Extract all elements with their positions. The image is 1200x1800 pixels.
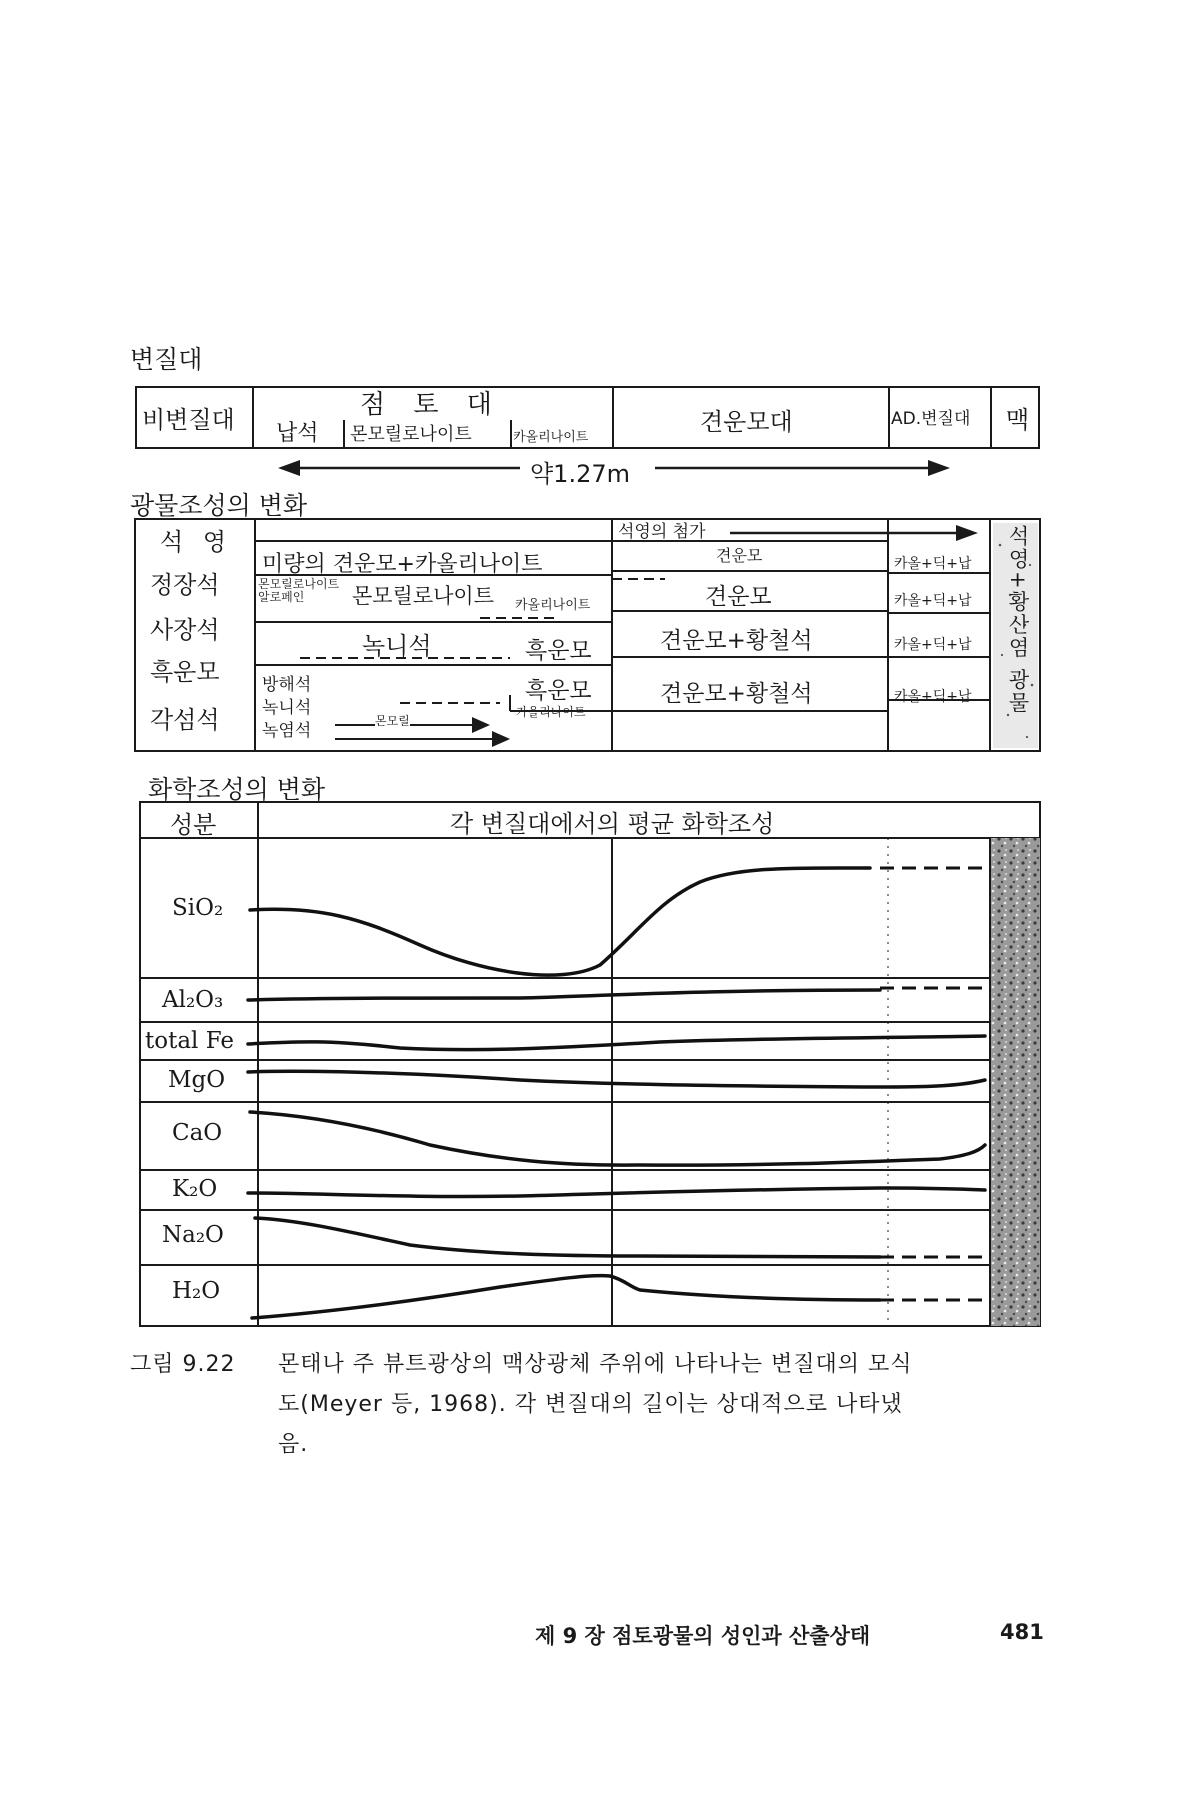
label-calcite: 방해석: [262, 675, 312, 695]
chem-label-al2o3: Al₂O₃: [162, 987, 224, 1013]
label-epidote: 녹염석: [262, 721, 312, 741]
zones-section-title: 변질대: [130, 345, 203, 374]
chem-label-sio2: SiO₂: [172, 895, 224, 921]
mineral-quartz: 석 영: [160, 528, 232, 556]
distance-label: 약1.27m: [530, 460, 631, 488]
figure-caption-line-2: 도(Meyer 등, 1968). 각 변질대의 길이는 상대적으로 나타냈: [278, 1392, 903, 1417]
label-kaol-dick-nac-2: 카올+딕+납: [894, 593, 972, 609]
zone-unaltered: 비변질대: [142, 406, 235, 434]
label-kaol-dick-nac-1: 카올+딕+납: [894, 556, 972, 572]
label-mont-short: 몬모릴: [375, 714, 410, 728]
zone-clay: 점 토 대: [360, 390, 502, 420]
zone-pyrophyllite: 납석: [276, 421, 319, 446]
mineral-biotite: 흑운모: [150, 658, 220, 686]
chem-label-h2o: H₂O: [172, 1278, 221, 1304]
label-kaol-dick-nac-4: 카올+딕+납: [894, 689, 972, 705]
chem-label-na2o: Na₂O: [162, 1222, 224, 1248]
label-chlorite: 녹니석: [362, 632, 432, 660]
label-silica-addition: 석영의 첨가: [618, 522, 706, 542]
label-biotite-b: 흑운모: [525, 678, 592, 704]
mineral-orthoclase: 정장석: [150, 571, 220, 599]
label-sericite-b: 견운모: [705, 584, 772, 610]
figure-caption-line-1: 몬태나 주 뷰트광상의 맥상광체 주위에 나타나는 변질대의 모식: [278, 1352, 913, 1377]
label-vein-minerals: 석영+황산염 광물: [1006, 525, 1030, 715]
zone-ad-altered: AD.변질대: [891, 409, 971, 429]
chem-col-header-component: 성분: [170, 811, 217, 839]
mineral-section-title: 광물조성의 변화: [130, 491, 307, 520]
running-footer-chapter: 제 9 장 점토광물의 성인과 산출상태: [535, 1624, 871, 1648]
label-trace-sericite-kaolinite: 미량의 견운모+카올리나이트: [262, 552, 543, 577]
label-sericite-pyrite-a: 견운모+황철석: [660, 628, 813, 654]
label-montmorillonite: 몬모릴로나이트: [352, 584, 495, 608]
chem-label-total-fe: total Fe: [145, 1028, 235, 1054]
label-kaolinite-a: 카올리나이트: [515, 598, 591, 613]
label-sericite-pyrite-b: 견운모+황철석: [660, 681, 813, 707]
label-biotite-a: 흑운모: [525, 638, 592, 664]
label-mont-allophane: 몬모릴로나이트 알로페인: [258, 577, 340, 604]
mineral-plagioclase: 사장석: [150, 616, 220, 644]
label-chlorite-b: 녹니석: [262, 698, 312, 718]
chem-label-k2o: K₂O: [172, 1176, 218, 1202]
mineral-hornblende: 각섬석: [150, 706, 220, 734]
label-sericite-a: 견운모: [716, 546, 763, 565]
chem-section-title: 화학조성의 변화: [148, 775, 325, 804]
figure-caption-label: 그림 9.22: [130, 1352, 236, 1377]
chem-label-cao: CaO: [172, 1120, 223, 1146]
zone-kaolinite: 카올리나이트: [513, 430, 589, 445]
zone-sericite: 견운모대: [700, 408, 793, 436]
chem-label-mgo: MgO: [168, 1067, 226, 1093]
zone-montmorillonite: 몬모릴로나이트: [350, 424, 472, 445]
chem-col-header-average: 각 변질대에서의 평균 화학조성: [450, 810, 775, 838]
zone-vein: 맥: [1006, 406, 1030, 434]
page-number: 481: [1000, 1620, 1044, 1644]
label-kaolinite-b: 카올리나이트: [516, 705, 586, 719]
label-kaol-dick-nac-3: 카올+딕+납: [894, 637, 972, 653]
figure-caption-line-3: 음.: [278, 1432, 309, 1457]
